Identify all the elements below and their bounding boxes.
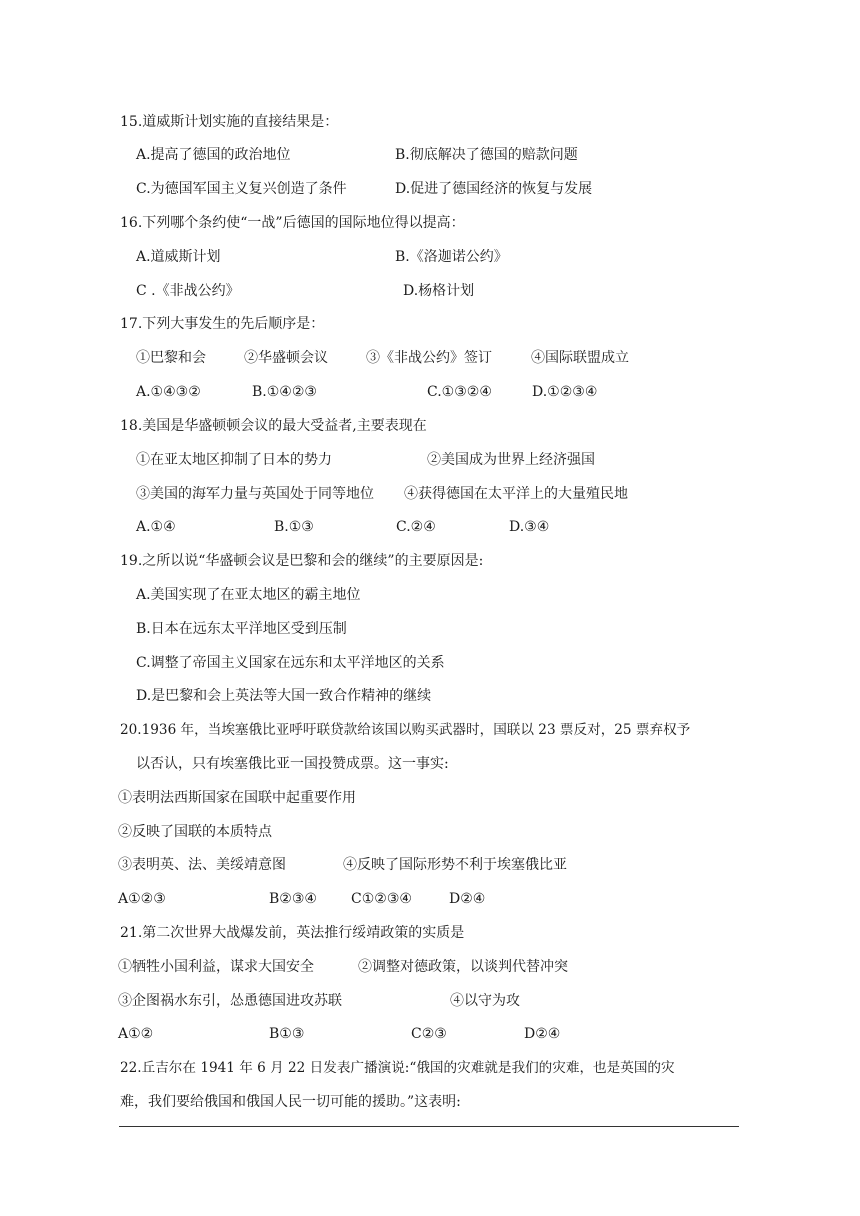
question-16-option-b: B.《洛迦诺公约》 xyxy=(395,249,508,265)
question-19-stem: 19.之所以说“华盛顿会议是巴黎和会的继续”的主要原因是: xyxy=(120,553,484,569)
question-18-option-d: D.③④ xyxy=(509,519,550,535)
question-18-stem: 18.美国是华盛顿顿会议的最大受益者,主要表现在 xyxy=(120,418,427,434)
question-20-statement-2: ②反映了国联的本质特点 xyxy=(118,824,272,840)
question-15-option-d: D.促进了德国经济的恢复与发展 xyxy=(395,181,593,197)
question-20-option-c: C①②③④ xyxy=(351,891,412,907)
question-17-event-2: ②华盛顿会议 xyxy=(244,350,328,366)
question-20-statement-1: ①表明法西斯国家在国联中起重要作用 xyxy=(118,790,356,806)
question-18-option-b: B.①③ xyxy=(274,519,314,535)
question-21-option-d: D②④ xyxy=(524,1026,561,1042)
question-18-statement-1: ①在亚太地区抑制了日本的势力 xyxy=(136,452,332,468)
question-18-option-a: A.①④ xyxy=(136,519,176,535)
question-17-option-a: A.①④③② xyxy=(136,384,201,400)
footer-rule xyxy=(119,1126,739,1127)
question-20-stem-line-2: 以否认，只有埃塞俄比亚一国投赞成票。这一事实: xyxy=(136,756,449,772)
question-15-option-a: A.提高了德国的政治地位 xyxy=(136,147,291,163)
question-17-option-d: D.①②③④ xyxy=(532,384,598,400)
question-17-event-4: ④国际联盟成立 xyxy=(531,350,629,366)
question-22-stem-line-2: 难，我们要给俄国和俄国人民一切可能的援助。”这表明: xyxy=(120,1094,461,1110)
question-16-option-a: A.道威斯计划 xyxy=(136,249,221,265)
question-17-stem: 17.下列大事发生的先后顺序是： xyxy=(120,316,325,332)
question-20-option-d: D②④ xyxy=(449,891,486,907)
question-20-statement-4: ④反映了国际形势不利于埃塞俄比亚 xyxy=(343,857,567,873)
question-18-statement-3: ③美国的海军力量与英国处于同等地位 xyxy=(136,486,374,502)
question-20-option-a: A①②③ xyxy=(118,891,166,907)
question-20-statement-3: ③表明英、法、美绥靖意图 xyxy=(118,857,286,873)
question-18-statement-2: ②美国成为世界上经济强国 xyxy=(427,452,595,468)
question-15-stem: 15.道威斯计划实施的直接结果是： xyxy=(120,114,339,130)
question-19-option-b: B.日本在远东太平洋地区受到压制 xyxy=(136,621,347,637)
question-21-option-b: B①③ xyxy=(269,1026,305,1042)
question-17-event-3: ③《非战公约》签订 xyxy=(366,350,492,366)
question-15-option-b: B.彻底解决了德国的赔款问题 xyxy=(395,147,578,163)
question-21-statement-2: ②调整对德政策，以谈判代替冲突 xyxy=(358,959,568,975)
question-21-statement-1: ①牺牲小国利益，谋求大国安全 xyxy=(118,959,314,975)
question-19-option-d: D.是巴黎和会上英法等大国一致合作精神的继续 xyxy=(136,688,432,704)
question-19-option-a: A.美国实现了在亚太地区的霸主地位 xyxy=(136,587,361,603)
question-17-option-b: B.①④②③ xyxy=(252,384,317,400)
question-15-option-c: C.为德国军国主义复兴创造了条件 xyxy=(136,181,347,197)
question-20-option-b: B②③④ xyxy=(269,891,317,907)
question-21-statement-3: ③企图祸水东引，怂恿德国进攻苏联 xyxy=(118,993,342,1009)
question-16-stem: 16.下列哪个条约使“一战”后德国的国际地位得以提高： xyxy=(120,215,465,231)
question-19-option-c: C.调整了帝国主义国家在远东和太平洋地区的关系 xyxy=(136,655,445,671)
question-20-stem-line-1: 20.1936 年，当埃塞俄比亚呼吁联贷款给该国以购买武器时，国联以 23 票反对，25 票弃权予 xyxy=(120,722,691,738)
question-22-stem-line-1: 22.丘吉尔在 1941 年 6 月 22 日发表广播演说:“俄国的灾难就是我们的灾难，也是英国的灾 xyxy=(120,1060,675,1076)
question-17-option-c: C.①③②④ xyxy=(427,384,492,400)
question-17-event-1: ①巴黎和会 xyxy=(136,350,206,366)
question-21-stem: 21.第二次世界大战爆发前，英法推行绥靖政策的实质是 xyxy=(120,925,465,941)
question-16-option-d: D.杨格计划 xyxy=(403,283,475,299)
question-18-option-c: C.②④ xyxy=(396,519,436,535)
question-16-option-c: C .《非战公约》 xyxy=(136,283,240,299)
question-21-option-a: A①② xyxy=(118,1026,154,1042)
question-21-statement-4: ④以守为攻 xyxy=(450,993,520,1009)
question-18-statement-4: ④获得德国在太平洋上的大量殖民地 xyxy=(404,486,628,502)
question-21-option-c: C②③ xyxy=(411,1026,447,1042)
